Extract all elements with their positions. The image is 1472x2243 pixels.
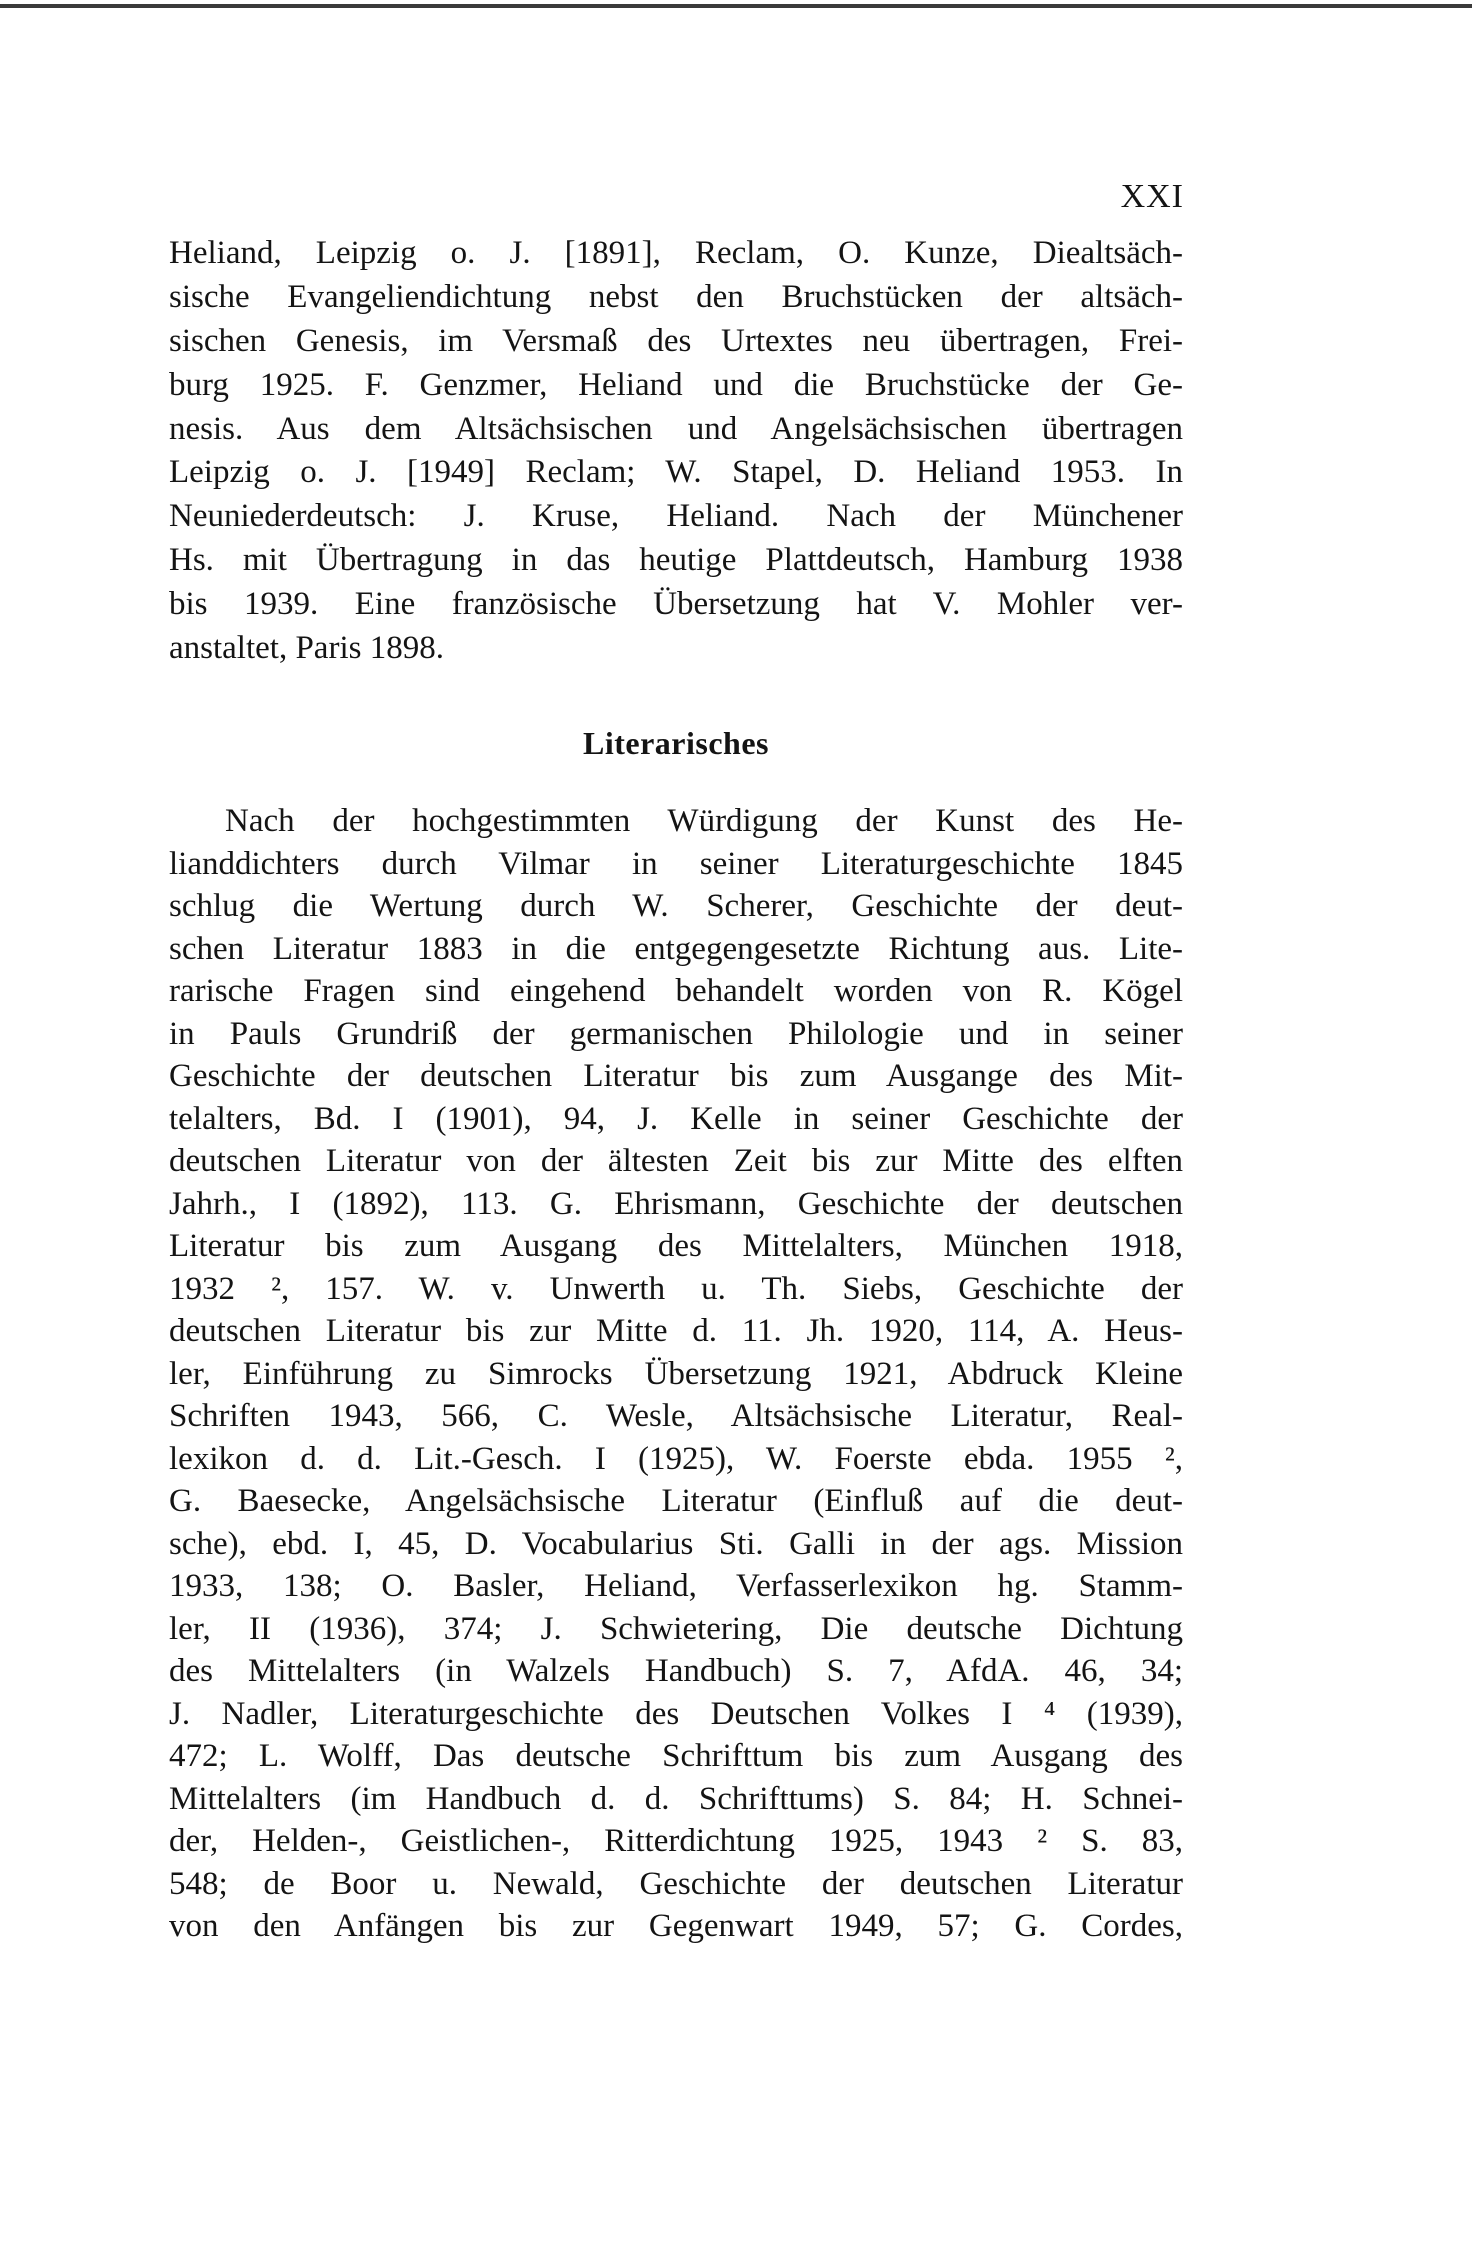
text-line: Geschichte der deutschen Literatur bis zum Ausgange des Mit- — [169, 1058, 1183, 1094]
text-line: ler, II (1936), 374; J. Schwietering, Die deutsche Dichtung — [169, 1610, 1183, 1647]
section-heading: Literarisches — [583, 725, 769, 761]
text-line: schen Literatur 1883 in die entgegengesetzte Richtung aus. Lite- — [169, 930, 1183, 967]
text-line: schlug die Wertung durch W. Scherer, Geschichte der deut- — [169, 888, 1183, 924]
text-line: rarische Fragen sind eingehend behandelt worden von R. Kögel — [169, 973, 1183, 1009]
text-line: bis 1939. Eine französische Übersetzung hat V. Mohler ver- — [169, 586, 1183, 623]
text-line: lexikon d. d. Lit.-Gesch. I (1925), W. Foerste ebda. 1955 ², — [169, 1440, 1183, 1477]
text-line: Literatur bis zum Ausgang des Mittelalters, München 1918, — [169, 1228, 1183, 1264]
text-line: J. Nadler, Literaturgeschichte des Deutschen Volkes I ⁴ (1939), — [169, 1695, 1183, 1732]
text-line: der, Helden-, Geistlichen-, Ritterdichtung 1925, 1943 ² S. 83, — [169, 1823, 1183, 1859]
text-line: Mittelalters (im Handbuch d. d. Schrifttums) S. 84; H. Schnei- — [169, 1780, 1183, 1817]
text-line: Heliand, Leipzig o. J. [1891], Reclam, O. Kunze, Diealtsäch- — [169, 235, 1183, 271]
page-number: XXI — [1120, 178, 1184, 215]
literary-paragraph — [169, 800, 1183, 1948]
text-line: deutschen Literatur von der ältesten Zeit bis zur Mitte des elften — [169, 1143, 1183, 1179]
text-line: Leipzig o. J. [1949] Reclam; W. Stapel, D. Heliand 1953. In — [169, 454, 1183, 491]
text-line: von den Anfängen bis zur Gegenwart 1949, 57; G. Cordes, — [169, 1908, 1183, 1944]
text-line: Nach der hochgestimmten Würdigung der Kunst des He- — [225, 803, 1183, 839]
text-line: deutschen Literatur bis zur Mitte d. 11. Jh. 1920, 114, A. Heus- — [169, 1313, 1183, 1349]
text-line: nesis. Aus dem Altsächsischen und Angelsächsischen übertragen — [169, 410, 1183, 447]
page-top-border — [0, 4, 1472, 8]
text-line: Hs. mit Übertragung in das heutige Plattdeutsch, Hamburg 1938 — [169, 542, 1183, 579]
text-line: Schriften 1943, 566, C. Wesle, Altsächsische Literatur, Real- — [169, 1398, 1183, 1434]
text-line: 1933, 138; O. Basler, Heliand, Verfasserlexikon hg. Stamm- — [169, 1568, 1183, 1604]
text-line: 1932 ², 157. W. v. Unwerth u. Th. Siebs, Geschichte der — [169, 1270, 1183, 1307]
text-line: Neuniederdeutsch: J. Kruse, Heliand. Nach der Münchener — [169, 498, 1183, 535]
bibliography-paragraph — [169, 232, 1183, 671]
text-line: 548; de Boor u. Newald, Geschichte der deutschen Literatur — [169, 1865, 1183, 1902]
text-line: sische Evangeliendichtung nebst den Bruchstücken der altsäch- — [169, 278, 1183, 315]
text-line: lianddichters durch Vilmar in seiner Literaturgeschichte 1845 — [169, 845, 1183, 882]
text-line: Jahrh., I (1892), 113. G. Ehrismann, Geschichte der deutschen — [169, 1185, 1183, 1222]
text-line: 472; L. Wolff, Das deutsche Schrifttum bis zum Ausgang des — [169, 1738, 1183, 1774]
text-line: in Pauls Grundriß der germanischen Philologie und in seiner — [169, 1015, 1183, 1052]
text-line: G. Baesecke, Angelsächsische Literatur (Einfluß auf die deut- — [169, 1483, 1183, 1519]
text-line: sche), ebd. I, 45, D. Vocabularius Sti. Galli in der ags. Mission — [169, 1525, 1183, 1562]
text-line: ler, Einführung zu Simrocks Übersetzung 1921, Abdruck Kleine — [169, 1355, 1183, 1392]
text-line: anstaltet, Paris 1898. — [169, 630, 444, 667]
text-line: sischen Genesis, im Versmaß des Urtextes neu übertragen, Frei- — [169, 322, 1183, 359]
text-line: telalters, Bd. I (1901), 94, J. Kelle in seiner Geschichte der — [169, 1100, 1183, 1137]
text-line: burg 1925. F. Genzmer, Heliand und die Bruchstücke der Ge- — [169, 366, 1183, 403]
text-line: des Mittelalters (in Walzels Handbuch) S. 7, AfdA. 46, 34; — [169, 1653, 1183, 1689]
